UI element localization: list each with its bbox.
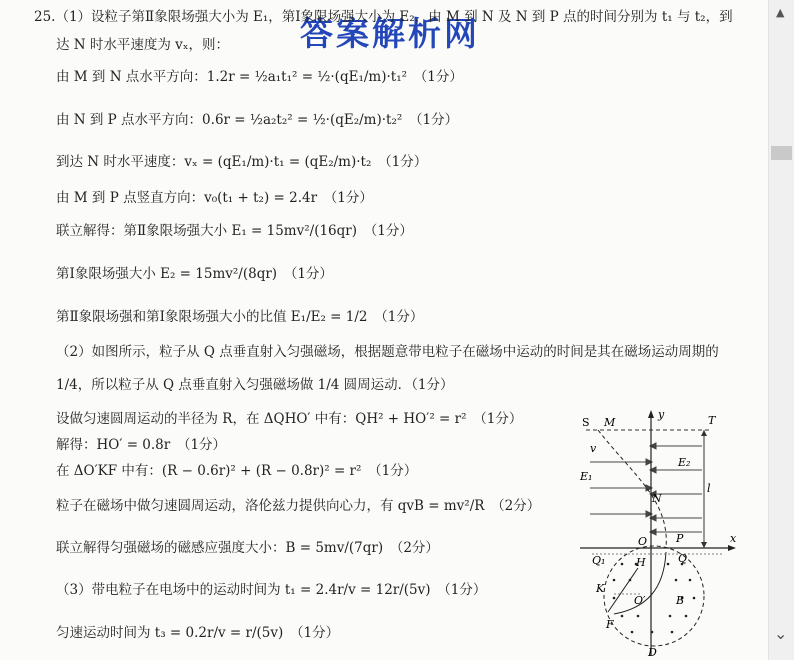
label-e1: E₁ xyxy=(580,470,593,483)
text-line: 联立解得匀强磁场的磁感应强度大小：B = 5mv/(7qr) （2分） xyxy=(56,540,439,556)
label-h: H xyxy=(636,556,646,569)
label-s: S xyxy=(582,416,590,429)
label-o-prime: O′ xyxy=(634,594,646,607)
label-t: T xyxy=(708,414,716,427)
physics-figure xyxy=(572,404,768,660)
text-line: 设做匀速圆周运动的半径为 R，在 ΔQHO′ 中有：QH² + HO′² = r² （1分） xyxy=(56,411,523,427)
scroll-down-icon[interactable]: ⌄ xyxy=(774,624,788,643)
label-k: K xyxy=(596,582,605,595)
label-l: l xyxy=(707,482,711,495)
text-line: 粒子在磁场中做匀速圆周运动，洛伦兹力提供向心力，有 qvB = mv²/R （2分） xyxy=(56,498,541,514)
text-line: 25.（1）设粒子第Ⅱ象限场强大小为 E₁，第Ⅰ象限场强大小为 E₂，由 M 到 N 及 N 到 P 点的时间分别为 t₁ 与 t₂，到 xyxy=(34,9,733,25)
text-line: 在 ΔO′KF 中有：(R − 0.6r)² + (R − 0.8r)² = r² （1分） xyxy=(56,463,418,479)
text-line: 由 M 到 P 点竖直方向：v₀(t₁ + t₂) = 2.4r （1分） xyxy=(56,190,373,206)
text-line: 1/4，所以粒子从 Q 点垂直射入匀强磁场做 1/4 圆周运动．（1分） xyxy=(56,377,454,393)
text-line: 由 M 到 N 点水平方向：1.2r = ½a₁t₁² = ½·(qE₁/m)·t₁² （1分） xyxy=(56,69,463,85)
scrollbar-thumb[interactable] xyxy=(771,146,792,160)
label-e2: E₂ xyxy=(678,456,691,469)
label-f: F xyxy=(606,618,614,631)
x-axis-arrow xyxy=(728,545,736,551)
vertical-scrollbar[interactable] xyxy=(768,0,794,660)
label-n: N xyxy=(652,492,662,505)
label-v: v xyxy=(590,442,597,455)
text-line: 达 N 时水平速度为 vₓ，则： xyxy=(56,37,230,53)
label-x: x xyxy=(730,532,737,545)
label-q: Q xyxy=(678,552,688,565)
text-line: （3）带电粒子在电场中的运动时间为 t₁ = 2.4r/v = 12r/(5v) （1分） xyxy=(56,582,487,598)
label-y: y xyxy=(658,408,665,421)
label-m: M xyxy=(604,416,616,429)
field-lines-e1 xyxy=(590,459,652,517)
label-o: O xyxy=(638,535,648,548)
y-axis-arrow xyxy=(648,410,654,418)
text-line: 到达 N 时水平速度：vₓ = (qE₁/m)·t₁ = (qE₂/m)·t₂ （1分） xyxy=(56,154,428,170)
text-line: 由 N 到 P 点水平方向：0.6r = ½a₂t₂² = ½·(qE₂/m)·t₂² （1分） xyxy=(56,112,459,128)
scroll-up-icon[interactable]: ▲ xyxy=(776,6,785,19)
text-line: 解得：HO′ = 0.8r （1分） xyxy=(56,437,227,453)
label-b: B xyxy=(676,594,685,607)
label-p: P xyxy=(676,532,684,545)
text-line: 第Ⅰ象限场强大小 E₂ = 15mv²/(8qr) （1分） xyxy=(56,266,333,282)
field-lines-e2 xyxy=(650,443,702,535)
text-line: 联立解得：第Ⅱ象限场强大小 E₁ = 15mv²/(16qr) （1分） xyxy=(56,223,413,239)
text-line: 匀速运动时间为 t₃ = 0.2r/v = r/(5v) （1分） xyxy=(56,625,340,641)
label-d: D xyxy=(648,646,657,659)
label-q1: Q₁ xyxy=(592,554,606,567)
watermark: 答案解析网 xyxy=(300,14,480,53)
text-line: （2）如图所示，粒子从 Q 点垂直射入匀强磁场，根据题意带电粒子在磁场中运动的时间是其在磁场运动周期的 xyxy=(56,344,719,360)
text-line: 第Ⅱ象限场强和第Ⅰ象限场强大小的比值 E₁/E₂ = 1/2 （1分） xyxy=(56,309,424,325)
